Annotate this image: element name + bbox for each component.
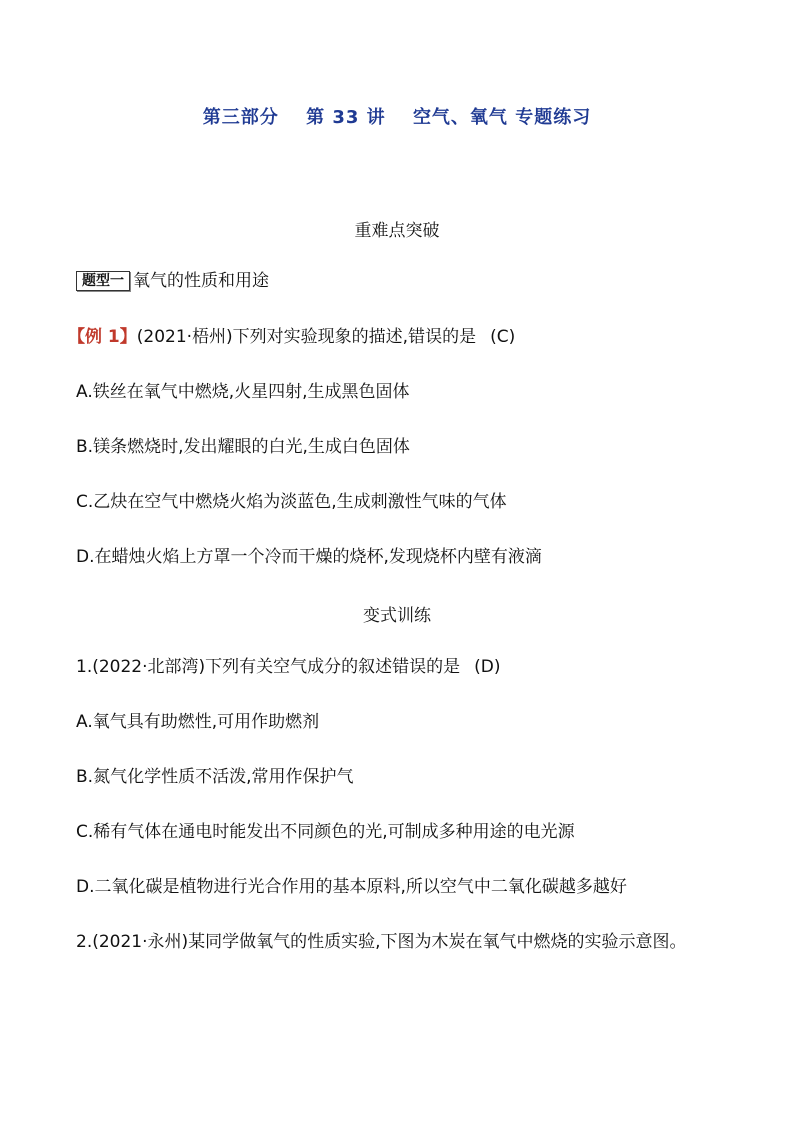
example-option-d: D.在蜡烛火焰上方罩一个冷而干燥的烧杯,发现烧杯内壁有液滴 (76, 547, 542, 567)
q1-option-c: C.稀有气体在通电时能发出不同颜色的光,可制成多种用途的电光源 (76, 822, 575, 842)
question-type-badge: 题型一 (76, 271, 130, 291)
q2-stem: 2.(2021·永州)某同学做氧气的性质实验,下图为木炭在氧气中燃烧的实验示意图。 (76, 932, 687, 952)
title-lecture: 第 33 讲 (306, 107, 386, 128)
q1-stem: 1.(2022·北部湾)下列有关空气成分的叙述错误的是 (76, 657, 461, 677)
section-heading: 重难点突破 (354, 221, 440, 241)
title-topic: 空气、氧气 专题练习 (412, 107, 592, 128)
practice-heading: 变式训练 (363, 606, 431, 626)
example-tag: 【例 1】 (68, 327, 137, 347)
example-stem: (2021·梧州)下列对实验现象的描述,错误的是 (136, 327, 477, 347)
q1-answer: (D) (474, 657, 501, 677)
example-option-c: C.乙炔在空气中燃烧火焰为淡蓝色,生成刺激性气味的气体 (76, 492, 507, 512)
example-answer: (C) (490, 327, 516, 347)
q1-option-a: A.氧气具有助燃性,可用作助燃剂 (76, 712, 320, 732)
q1-option-d: D.二氧化碳是植物进行光合作用的基本原料,所以空气中二氧化碳越多越好 (76, 877, 627, 897)
question-type-row (76, 270, 269, 292)
page-title (0, 103, 794, 129)
question-type-title: 氧气的性质和用途 (133, 271, 269, 291)
q1-option-b: B.氮气化学性质不活泼,常用作保护气 (76, 767, 354, 787)
example-option-b: B.镁条燃烧时,发出耀眼的白光,生成白色固体 (76, 437, 410, 457)
example-option-a: A.铁丝在氧气中燃烧,火星四射,生成黑色固体 (76, 382, 410, 402)
q1-stem-row (76, 656, 501, 678)
title-part: 第三部分 (202, 107, 279, 128)
example-stem-row (68, 326, 516, 348)
